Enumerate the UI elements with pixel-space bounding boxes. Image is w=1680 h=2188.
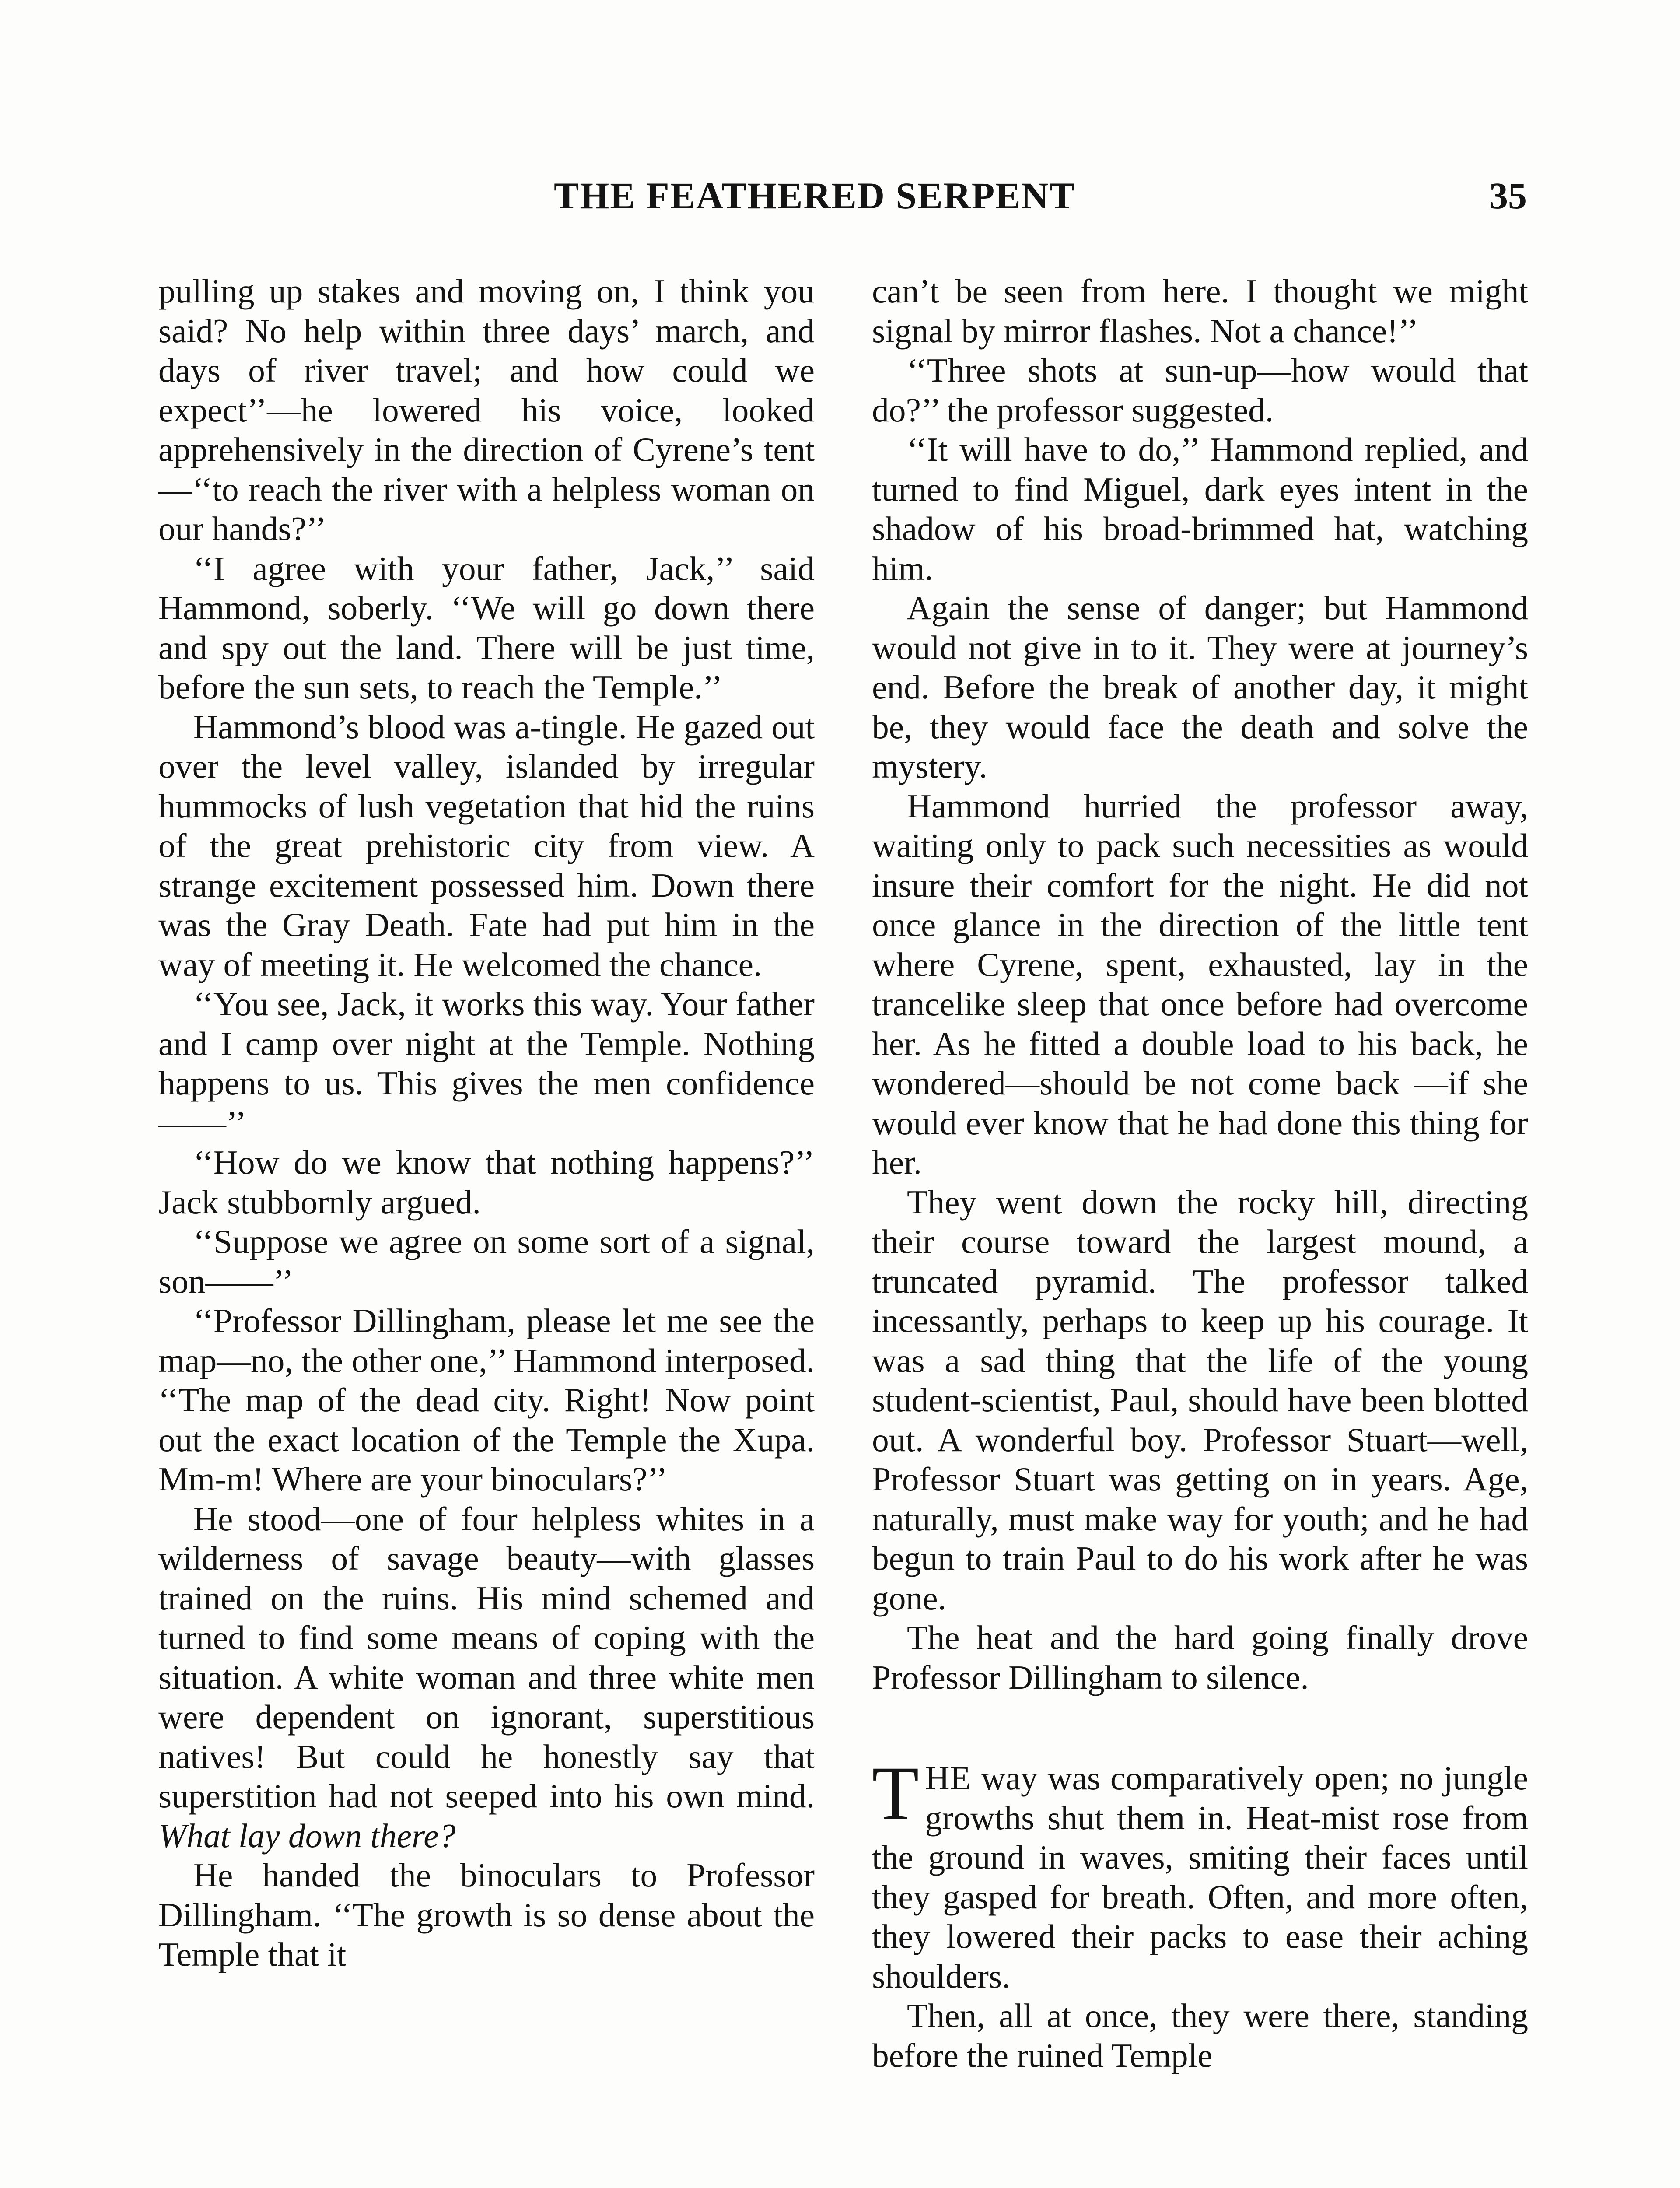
paragraph-text: He stood—one of four helpless whites in a wilderness of savage beauty—with glasses trained on the ruins. His mind schemed and turned to find some means of coping with the situation. A white woman and three white men were dependent on ignorant, superstitious natives! But could he honestly say that superstition had not seeped into his own mind. <box>158 1500 815 1815</box>
paragraph: pulling up stakes and moving on, I think you said? No help within three days’ march, and days of river travel; and how could we expect’’—he lowered his voice, looked apprehensively in the direction of Cyrene’s tent—‘‘to reach the river with a helpless woman on our hands?’’ <box>158 272 815 547</box>
paragraph: Hammond’s blood was a-tingle. He gazed out over the level valley, islanded by irregular hummocks of lush vegetation that hid the ruins of the great prehistoric city from view. A strange excitement possessed him. Down there was the Gray Death. Fate had put him in the way of meeting it. He welcomed the chance. <box>158 708 815 983</box>
small-caps-lead: HE <box>925 1759 971 1797</box>
paragraph: Again the sense of danger; but Hammond would not give in to it. They were at journey’s end. Before the break of another day, it might be, they would face the death and solve the mystery. <box>872 589 1528 785</box>
paragraph: Then, all at once, they were there, standing before the ruined Temple <box>872 1997 1528 2074</box>
paragraph: ‘‘Three shots at sun-up—how would that do?’’ the professor suggested. <box>872 351 1528 429</box>
paragraph: ‘‘Suppose we agree on some sort of a signal, son——’’ <box>158 1223 815 1300</box>
paragraph <box>158 1499 815 1856</box>
paragraph-text: way was comparatively open; no jungle growths shut them in. Heat-mist rose from the ground in waves, smiting their faces until they gasped for breath. Often, and more often, they lowered their packs to ease their aching shoulders. <box>872 1759 1528 1995</box>
paragraph: ‘‘Professor Dillingham, please let me see the map—no, the other one,’’ Hammond interposed. ‘‘The map of the dead city. Right! Now point out the exact location of the Temple the Xupa. Mm-m! Where are your binoculars?’’ <box>158 1302 815 1498</box>
paragraph: ‘‘You see, Jack, it works this way. Your father and I camp over night at the Temple. Nothing happens to us. This gives the men confidence——’’ <box>158 985 815 1142</box>
italic-phrase: What lay down there? <box>158 1816 456 1855</box>
paragraph: Hammond hurried the professor away, waiting only to pack such necessities as would insure their comfort for the night. He did not once glance in the direction of the little tent where Cyrene, spent, exhausted, lay in the trancelike sleep that once before had overcome her. As he fitted a double load to his back, he wondered—should be not come back —if she would ever know that he had done this thing for her. <box>872 787 1528 1181</box>
paragraph: The heat and the hard going finally drove Professor Dillingham to silence. <box>872 1619 1528 1696</box>
paragraph: ‘‘I agree with your father, Jack,’’ said Hammond, soberly. ‘‘We will go down there and spy out the land. There will be just time, before the sun sets, to reach the Temple.’’ <box>158 549 815 706</box>
left-column <box>158 271 815 1974</box>
right-column <box>872 271 1528 2075</box>
paragraph: ‘‘How do we know that nothing happens?’’ Jack stubbornly argued. <box>158 1143 815 1221</box>
paragraph: can’t be seen from here. I thought we might signal by mirror flashes. Not a chance!’’ <box>872 272 1528 350</box>
paragraph: ‘‘It will have to do,’’ Hammond replied, and turned to find Miguel, dark eyes intent in the shadow of his broad-brimmed hat, watching him. <box>872 431 1528 587</box>
drop-cap: T <box>872 1751 919 1836</box>
running-title: THE FEATHERED SERPENT <box>554 175 1076 217</box>
page-number: 35 <box>1489 175 1527 217</box>
paragraph: He handed the binoculars to Professor Dillingham. ‘‘The growth is so dense about the Temple that it <box>158 1856 815 1973</box>
section-opening-paragraph <box>872 1751 1528 1996</box>
paragraph: They went down the rocky hill, directing their course toward the largest mound, a truncated pyramid. The professor talked incessantly, perhaps to keep up his courage. It was a sad thing that the life of the young student-scientist, Paul, should have been blotted out. A wonderful boy. Professor Stuart—well, Professor Stuart was getting on in years. Age, naturally, must make way for youth; and he had begun to train Paul to do his work after he was gone. <box>872 1183 1528 1617</box>
running-header <box>158 172 1527 224</box>
